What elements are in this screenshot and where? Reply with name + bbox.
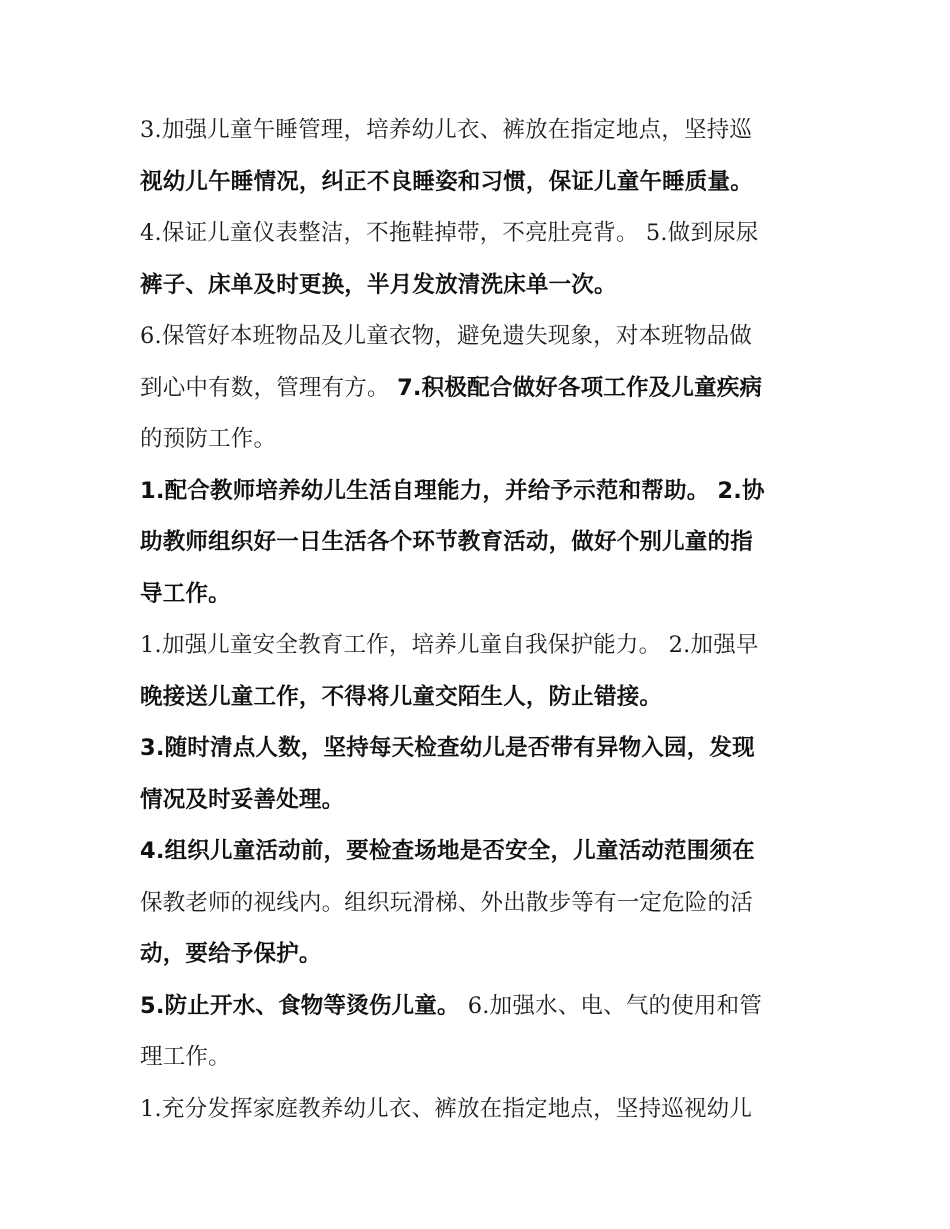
text-segment: 7.积极配合做好各项工作及儿童疾病: [397, 374, 763, 401]
text-line: [140, 516, 820, 568]
text-segment: 1.加强儿童安全教育工作，培养儿童自我保护能力。 2.加强早: [140, 632, 759, 658]
text-line: [140, 310, 820, 362]
text-segment: 情况及时妥善处理。: [140, 786, 345, 813]
text-line: [140, 568, 820, 620]
text-segment: 保教老师的视线内。组织玩滑梯、外出散步等有一定危险的活: [140, 889, 753, 916]
text-segment: 1.配合教师培养幼儿生活自理能力，并给予示范和帮助。 2.协: [140, 477, 765, 504]
text-segment: 3.随时清点人数，坚持每天检查幼儿是否带有异物入园，发现: [140, 735, 755, 761]
text-segment: 1.充分发挥家庭教养幼儿衣、裤放在指定地点，坚持巡视幼儿: [140, 1095, 753, 1122]
document-body: [140, 104, 820, 1134]
text-segment: 晚接送儿童工作，不得将儿童交陌生人，防止错接。: [140, 683, 663, 710]
text-segment: 6.加强水、电、气的使用和管: [467, 992, 763, 1019]
text-segment: 动，要给予保护。: [140, 941, 322, 967]
text-line: [140, 413, 820, 465]
text-line: [140, 465, 820, 517]
text-segment: 6.保管好本班物品及儿童衣物，避免遗失现象，对本班物品做: [140, 323, 753, 349]
text-segment: 理工作。: [140, 1044, 231, 1070]
text-segment: 裤子、床单及时更换，半月发放清洗床单一次。: [140, 271, 617, 298]
text-line: [140, 1031, 820, 1083]
text-line: [140, 259, 820, 311]
text-line: [140, 774, 820, 826]
text-segment: 助教师组织好一日生活各个环节教育活动，做好个别儿童的指: [140, 529, 753, 555]
text-line: [140, 825, 820, 877]
text-segment: 到心中有数，管理有方。: [140, 374, 398, 401]
text-line: [140, 877, 820, 929]
text-segment: 视幼儿午睡情况，纠正不良睡姿和习惯，保证儿童午睡质量。: [140, 168, 753, 195]
text-line: [140, 619, 820, 671]
text-segment: 5.防止开水、食物等烫伤儿童。: [140, 992, 468, 1019]
text-line: [140, 156, 820, 208]
text-line: [140, 207, 820, 259]
text-segment: 导工作。: [140, 580, 231, 607]
text-segment: 3.加强儿童午睡管理，培养幼儿衣、裤放在指定地点，坚持巡: [140, 117, 753, 143]
text-line: [140, 980, 820, 1032]
text-line: [140, 1083, 820, 1135]
text-segment: 4.保证儿童仪表整洁，不拖鞋掉带，不亮肚亮背。 5.做到尿尿: [140, 220, 759, 246]
text-segment: 的预防工作。: [140, 426, 277, 452]
text-line: [140, 671, 820, 723]
text-line: [140, 928, 820, 980]
text-line: [140, 722, 820, 774]
text-segment: 4.组织儿童活动前，要检查场地是否安全，儿童活动范围须在: [140, 838, 755, 864]
text-line: [140, 362, 820, 414]
text-line: [140, 104, 820, 156]
